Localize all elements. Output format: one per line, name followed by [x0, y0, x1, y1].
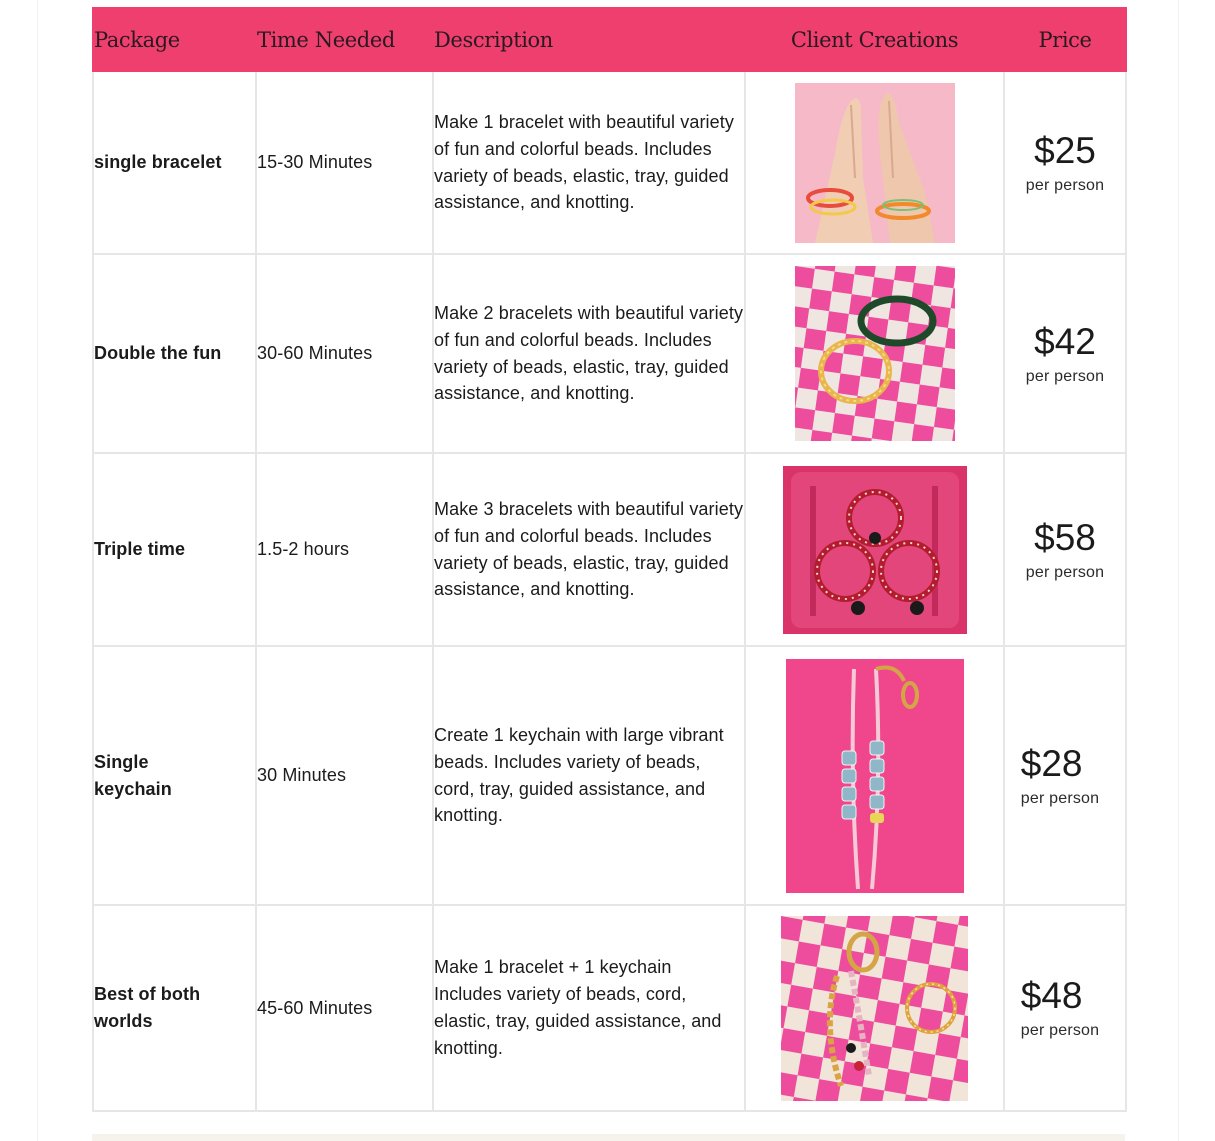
table-row: [93, 71, 1126, 254]
time-needed: 1.5-2 hours: [256, 453, 433, 646]
keychain-pink-photo: [786, 659, 964, 893]
price-cell: [1004, 905, 1126, 1111]
client-creation-cell: [745, 646, 1004, 905]
price-amount: $48: [1020, 975, 1083, 1016]
price-unit: per person: [1025, 367, 1105, 385]
description: Create 1 keychain with large vibrant beads. Includes variety of beads, cord, tray, guided assistance, and knotting.: [433, 646, 745, 905]
price-amount: $25: [1034, 129, 1096, 171]
price-cell: [1004, 71, 1126, 254]
table-header-row: [93, 8, 1126, 71]
three-bracelets-tray-photo: [783, 466, 967, 634]
package-name: Triple time: [93, 453, 256, 646]
price-unit: per person: [1020, 1022, 1100, 1039]
page-bottom-strip: [92, 1134, 1125, 1141]
table-row: [93, 646, 1126, 905]
price-cell: [1004, 254, 1126, 453]
two-bracelets-checkered-photo: [795, 266, 955, 441]
time-needed: 30 Minutes: [256, 646, 433, 905]
bracelet-keychain-checkered-photo: [781, 916, 968, 1101]
price-unit: per person: [1020, 789, 1100, 807]
header-description: Description: [433, 8, 745, 71]
description: Make 3 bracelets with beautiful variety of fun and colorful beads. Includes variety of beads, elastic, tray, guided assistance, and knotting.: [433, 453, 745, 646]
time-needed: 15-30 Minutes: [256, 71, 433, 254]
description: Make 2 bracelets with beautiful variety of fun and colorful beads. Includes variety of beads, elastic, tray, guided assistance, and knotting.: [433, 254, 745, 453]
time-needed: 30-60 Minutes: [256, 254, 433, 453]
description: Make 1 bracelet with beautiful variety of fun and colorful beads. Includes variety of beads, elastic, tray, guided assistance, and knotting.: [433, 71, 745, 254]
package-name: Double the fun: [93, 254, 256, 453]
table-row: [93, 453, 1126, 646]
client-creation-cell: [745, 905, 1004, 1111]
package-name: Best of both worlds: [93, 905, 256, 1111]
price-cell: [1004, 646, 1126, 905]
header-client-creations: Client Creations: [745, 8, 1004, 71]
package-name: Single keychain: [93, 646, 256, 905]
price-cell: [1004, 453, 1126, 646]
price-unit: per person: [1025, 176, 1105, 194]
client-creation-cell: [745, 453, 1004, 646]
pricing-table: [92, 7, 1127, 1112]
table-row: [93, 254, 1126, 453]
hands-bracelets-photo: [795, 83, 955, 243]
price-unit: per person: [1025, 563, 1105, 581]
header-time-needed: Time Needed: [256, 8, 433, 71]
table-row: [93, 905, 1126, 1111]
price-amount: $42: [1034, 320, 1096, 362]
description: Make 1 bracelet + 1 keychain Includes variety of beads, cord, elastic, tray, guided assistance, and knotting.: [433, 905, 745, 1111]
price-amount: $58: [1034, 516, 1096, 558]
header-price: Price: [1004, 8, 1126, 71]
time-needed: 45-60 Minutes: [256, 905, 433, 1111]
header-package: Package: [93, 8, 256, 71]
price-amount: $28: [1020, 742, 1083, 784]
client-creation-cell: [745, 71, 1004, 254]
client-creation-cell: [745, 254, 1004, 453]
package-name: single bracelet: [93, 71, 256, 254]
